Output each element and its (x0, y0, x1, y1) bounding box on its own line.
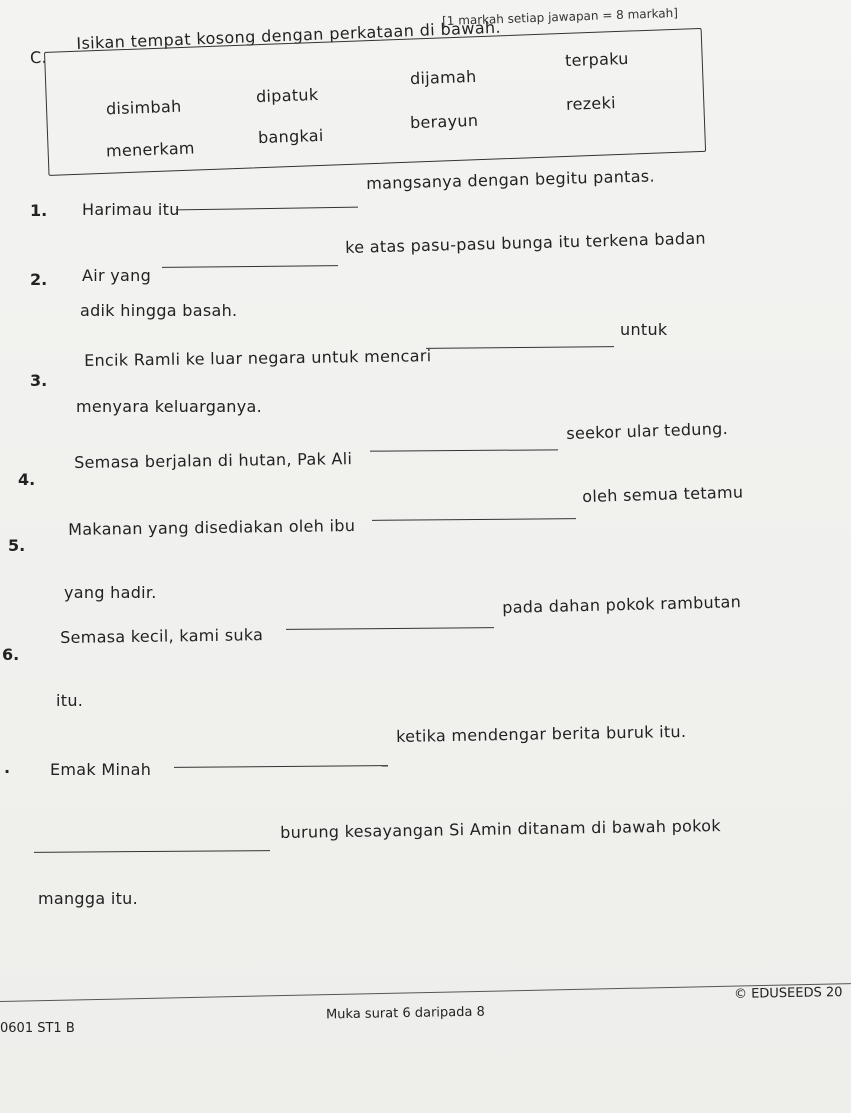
question-2-before: Air yang (82, 266, 152, 285)
question-6-after: pada dahan pokok rambutan (502, 592, 742, 617)
question-1-before: Harimau itu (82, 200, 180, 219)
footer-code: 0601 ST1 B (0, 1021, 75, 1036)
question-1-number: 1. (30, 201, 48, 220)
question-4-before: Semasa berjalan di hutan, Pak Ali (74, 449, 353, 472)
question-3-after: untuk (620, 320, 668, 339)
footer-rule (0, 983, 851, 1002)
question-3-continuation: menyara keluarganya. (76, 397, 262, 416)
word-terpaku: terpaku (564, 48, 629, 71)
question-5-blank[interactable] (372, 518, 576, 521)
question-3-number: 3. (30, 371, 48, 390)
question-6-blank[interactable] (286, 627, 494, 630)
question-7-after: ketika mendengar berita buruk itu. (396, 721, 687, 746)
question-4-number: 4. (18, 470, 36, 489)
question-3-before: Encik Ramli ke luar negara untuk mencari (84, 346, 432, 370)
question-5-before: Makanan yang disediakan oleh ibu (68, 515, 356, 539)
footer-page-number: Muka surat 6 daripada 8 (325, 1004, 485, 1023)
question-3-blank[interactable] (426, 346, 614, 349)
word-berayun: berayun (409, 110, 479, 133)
question-1-after: mangsanya dengan begitu pantas. (366, 166, 656, 193)
instruction-text: Isikan tempat kosong dengan perkataan di bawah. (76, 17, 502, 53)
word-rezeki: rezeki (565, 93, 617, 114)
question-7-before: Emak Minah (50, 760, 152, 779)
question-2-blank[interactable] (162, 265, 338, 268)
question-2-after: ke atas pasu-pasu bunga itu terkena badan (345, 228, 707, 257)
question-7-blank[interactable] (174, 765, 388, 768)
question-1-blank[interactable] (176, 207, 358, 211)
question-5-continuation: yang hadir. (64, 583, 157, 602)
section-label: C. (29, 47, 48, 68)
question-2-number: 2. (30, 270, 48, 289)
question-8-continuation: mangga itu. (38, 889, 138, 908)
word-dijamah: dijamah (409, 66, 477, 89)
question-8-blank[interactable] (34, 850, 270, 853)
word-menerkam: menerkam (105, 138, 196, 161)
question-6-before: Semasa kecil, kami suka (60, 625, 264, 647)
question-2-continuation: adik hingga basah. (80, 301, 238, 320)
question-7-number: . (4, 758, 11, 777)
question-8-after: burung kesayangan Si Amin ditanam di bawah pokok (280, 816, 721, 842)
question-6-continuation: itu. (56, 691, 84, 710)
question-5-after: oleh semua tetamu (582, 482, 744, 506)
question-4-blank[interactable] (370, 449, 558, 451)
word-bangkai: bangkai (257, 125, 324, 148)
word-disimbah: disimbah (105, 96, 182, 119)
question-5-number: 5. (8, 536, 26, 555)
footer-copyright: © EDUSEEDS 20 (733, 985, 843, 1002)
question-6-number: 6. (2, 645, 20, 664)
word-dipatuk: dipatuk (255, 84, 319, 107)
marks-note: [1 markah setiap jawapan = 8 markah] (441, 5, 679, 29)
question-4-after: seekor ular tedung. (566, 418, 729, 443)
